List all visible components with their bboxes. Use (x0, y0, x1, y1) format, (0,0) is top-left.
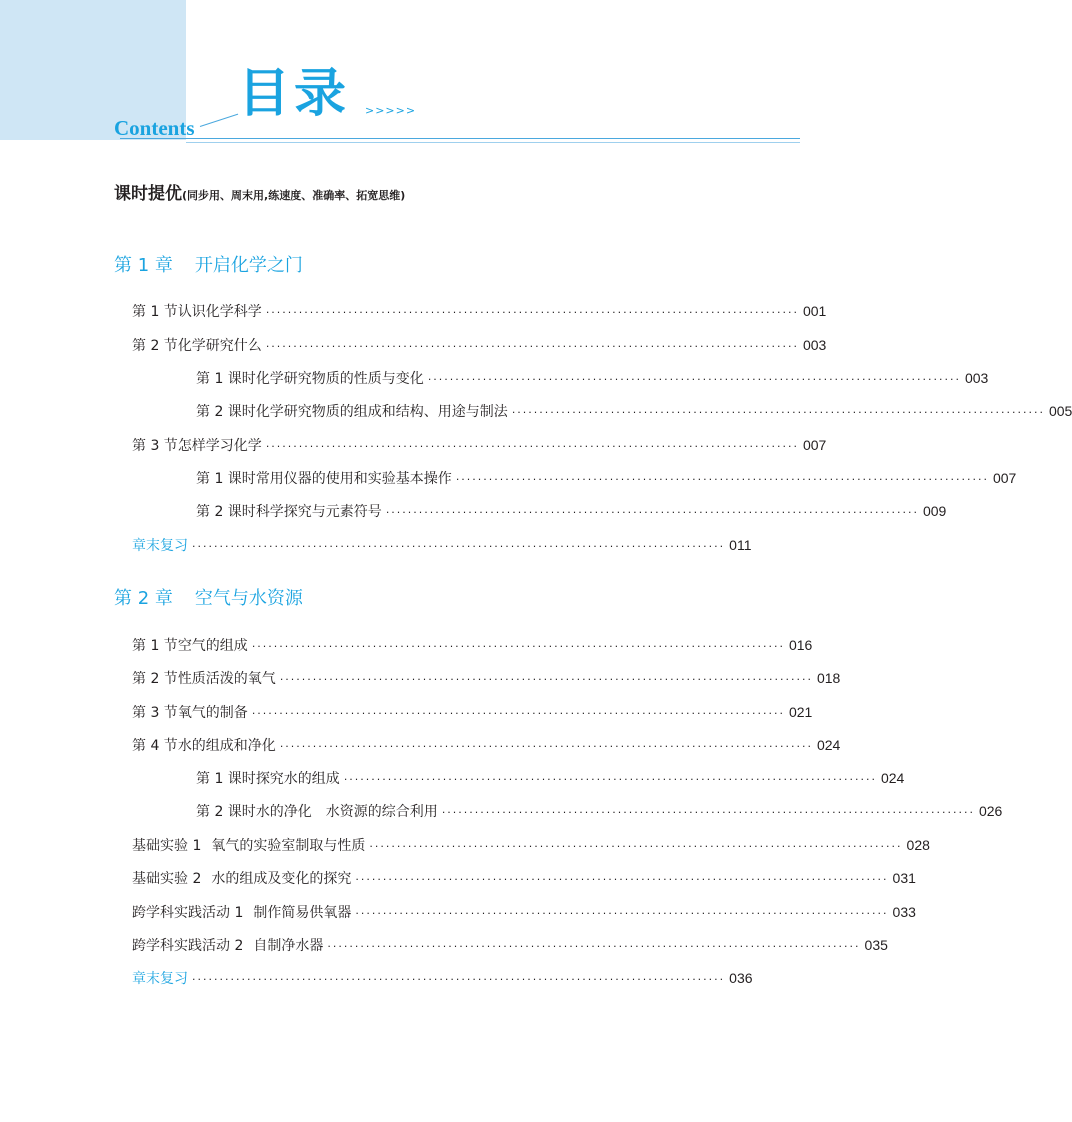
entry-title: 氧气的实验室制取与性质 (211, 838, 366, 854)
leader-dots: ································································································· (327, 940, 861, 953)
entry-page: 009 (922, 503, 947, 519)
entry-title: 空气的组成 (177, 638, 248, 654)
entry-label: 第 1 课时 (196, 771, 256, 787)
leader-dots: ································································································· (265, 340, 799, 353)
toc-entry[interactable] (132, 936, 888, 956)
entry-label: 第 4 节 (132, 738, 178, 754)
chapter-heading[interactable] (114, 584, 303, 610)
page-title: 目录 (238, 64, 351, 124)
toc-entry[interactable] (196, 369, 989, 389)
entry-label: 第 1 节 (132, 638, 178, 654)
leader-dots: ································································································· (355, 873, 889, 886)
toc-entry[interactable] (132, 336, 827, 356)
entry-page: 031 (892, 870, 916, 886)
entry-page: 024 (880, 770, 905, 786)
entry-label: 第 1 节 (132, 304, 178, 320)
entry-title: 水的组成和净化 (177, 738, 276, 754)
leader-dots: ································································································· (251, 640, 785, 653)
entry-title: 性质活泼的氧气 (177, 671, 276, 687)
leader-dots: ································································································· (343, 773, 877, 786)
entry-label: 第 3 节 (132, 705, 178, 721)
entry-title: 认识化学科学 (177, 304, 262, 320)
toc-entry[interactable] (132, 302, 827, 322)
entry-title: 氧气的制备 (177, 705, 248, 721)
entry-label: 第 2 课时 (196, 804, 256, 820)
entry-page: 016 (788, 637, 813, 653)
header-divider-secondary (186, 142, 800, 143)
entry-label: 第 1 课时 (196, 371, 256, 387)
book-subtitle: (同步用、周末用,练速度、准确率、拓宽思维) (182, 189, 406, 202)
toc-entry[interactable] (196, 402, 1072, 422)
entry-page: 001 (802, 303, 827, 319)
header-slant-line (200, 114, 238, 127)
review-title: 章末复习 (132, 971, 188, 987)
leader-dots: ································································································· (441, 806, 975, 819)
entry-page: 033 (892, 904, 916, 920)
review-page: 011 (729, 537, 752, 553)
review-title: 章末复习 (132, 538, 188, 554)
entry-page: 003 (964, 370, 989, 386)
chapter-title: 开启化学之门 (194, 255, 303, 276)
entry-title: 化学研究什么 (177, 338, 262, 354)
entry-title: 自制净水器 (253, 938, 324, 954)
toc-entry[interactable] (132, 436, 827, 456)
entry-label: 第 2 课时 (196, 504, 256, 520)
chapter-review-entry[interactable] (132, 969, 753, 989)
entry-page: 003 (802, 337, 827, 353)
leader-dots: ································································································· (265, 306, 799, 319)
toc-entry[interactable] (196, 502, 947, 522)
entry-page: 035 (864, 937, 888, 953)
toc-entry[interactable] (132, 869, 916, 889)
book-title-text: 课时提优 (114, 184, 182, 204)
entry-page: 024 (816, 737, 841, 753)
title-arrows-icon: >>>>> (365, 104, 417, 117)
page-title-english: Contents (114, 116, 195, 140)
leader-dots: ································································································· (251, 707, 785, 720)
entry-page: 005 (1048, 403, 1072, 419)
entry-page: 007 (802, 437, 827, 453)
leader-dots: ································································································· (265, 440, 799, 453)
chapter-heading[interactable] (114, 251, 303, 277)
entry-page: 028 (906, 837, 930, 853)
header-divider (120, 138, 800, 139)
entry-title: 科学探究与元素符号 (255, 504, 382, 520)
entry-page: 021 (788, 704, 813, 720)
toc-entry[interactable] (132, 903, 916, 923)
leader-dots: ································································································· (192, 540, 726, 553)
entry-label: 第 3 节 (132, 438, 178, 454)
entry-label: 第 2 课时 (196, 404, 256, 420)
entry-page: 018 (816, 670, 841, 686)
toc-entry[interactable] (196, 802, 1003, 822)
toc-entry[interactable] (132, 636, 813, 656)
chapter-number: 第 2 章 (114, 588, 173, 609)
toc-entry[interactable] (132, 836, 930, 856)
toc-entry[interactable] (132, 669, 841, 689)
entry-label: 第 2 节 (132, 671, 178, 687)
chapter-number: 第 1 章 (114, 255, 173, 276)
entry-label: 基础实验 2 (132, 871, 202, 887)
leader-dots: ································································································· (192, 973, 726, 986)
entry-title: 怎样学习化学 (177, 438, 262, 454)
leader-dots: ································································································· (279, 740, 813, 753)
entry-label: 跨学科实践活动 1 (132, 905, 244, 921)
entry-title: 化学研究物质的性质与变化 (255, 371, 424, 387)
entry-title: 水的组成及变化的探究 (211, 871, 352, 887)
chapter-title: 空气与水资源 (194, 588, 303, 609)
entry-label: 第 1 课时 (196, 471, 256, 487)
entry-title: 制作简易供氧器 (253, 905, 352, 921)
leader-dots: ································································································· (511, 406, 1045, 419)
entry-label: 基础实验 1 (132, 838, 202, 854)
leader-dots: ································································································· (385, 506, 919, 519)
toc-entry[interactable] (196, 469, 1017, 489)
book-title (114, 179, 405, 204)
entry-label: 跨学科实践活动 2 (132, 938, 244, 954)
leader-dots: ································································································· (455, 473, 989, 486)
entry-title: 水的净化 水资源的综合利用 (255, 804, 438, 820)
leader-dots: ································································································· (427, 373, 961, 386)
review-page: 036 (729, 970, 753, 986)
entry-page: 026 (978, 803, 1003, 819)
entry-title: 探究水的组成 (255, 771, 340, 787)
leader-dots: ································································································· (355, 907, 889, 920)
entry-page: 007 (992, 470, 1017, 486)
toc-entry[interactable] (132, 736, 841, 756)
entry-label: 第 2 节 (132, 338, 178, 354)
entry-title: 化学研究物质的组成和结构、用途与制法 (255, 404, 508, 420)
toc-entry[interactable] (196, 769, 905, 789)
chapter-review-entry[interactable] (132, 536, 752, 556)
toc-entry[interactable] (132, 703, 813, 723)
entry-title: 常用仪器的使用和实验基本操作 (255, 471, 452, 487)
leader-dots: ································································································· (279, 673, 813, 686)
leader-dots: ································································································· (369, 840, 903, 853)
